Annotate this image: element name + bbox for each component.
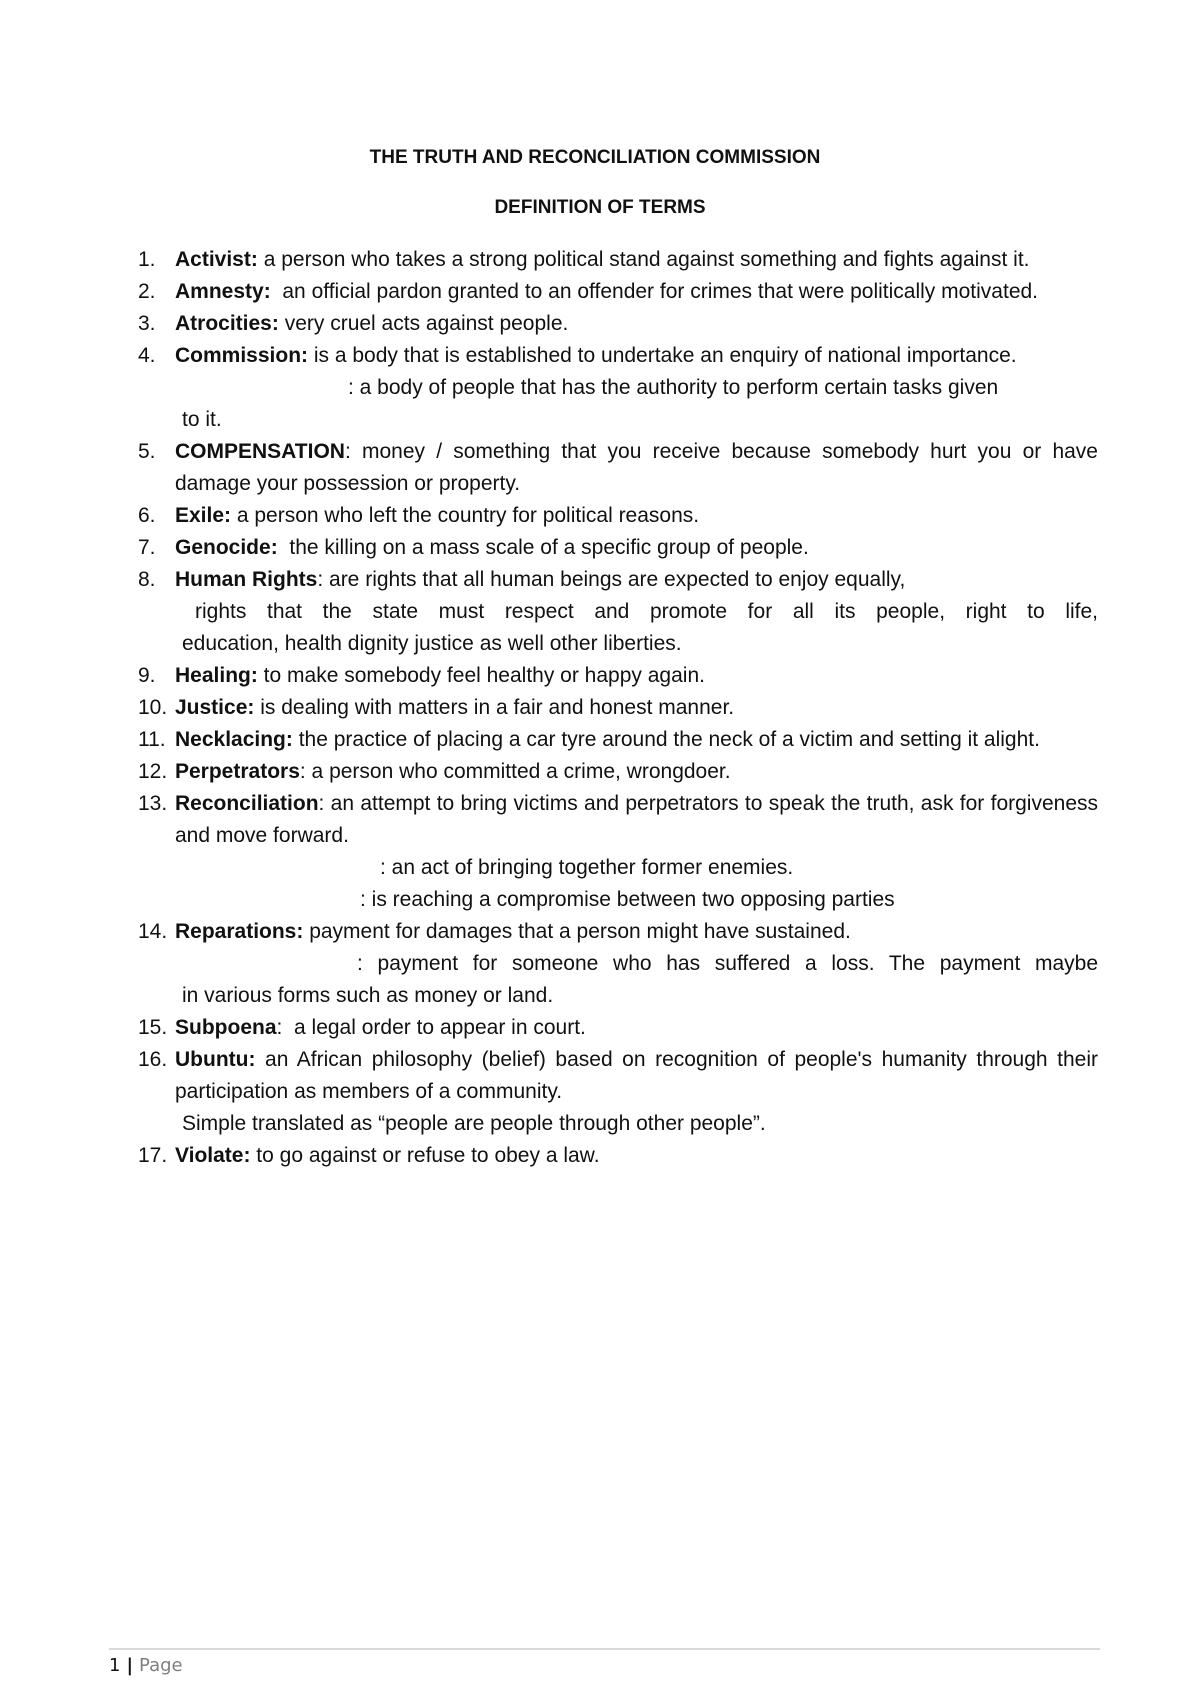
term-extra-definition: rights that the state must respect and promote for all its people, right to life, [195,600,1098,623]
term-definition: very cruel acts against people. [278,312,569,335]
term-word: Violate: [175,1144,251,1167]
term-item-necklacing [138,724,1098,756]
term-extra-definition: education, health dignity justice as well other liberties. [182,632,682,655]
term-number: 7. [138,536,156,559]
term-number: 12. [138,760,168,783]
term-item-compensation [138,436,1098,500]
term-definition: : are rights that all human beings are expected to enjoy equally, [317,568,906,591]
term-word: Reparations: [175,920,304,943]
page-number: 1 [109,1655,121,1676]
term-item-amnesty [138,276,1098,308]
term-number: 6. [138,504,156,527]
term-extra-definition: : is reaching a compromise between two opposing parties [360,888,895,911]
term-extra-definition: : payment for someone who has suffered a loss. The payment maybe [357,952,1098,975]
term-number: 9. [138,664,156,687]
term-word: Human Rights [175,568,318,591]
term-item-atrocities [138,308,1098,340]
term-item-exile [138,500,1098,532]
footer-separator: | [126,1655,134,1676]
term-definition: payment for damages that a person might have sustained. [303,920,851,943]
term-item-reparations [138,916,1098,1012]
term-extra-definition: in various forms such as money or land. [182,984,554,1007]
term-definition: an official pardon granted to an offender for crimes that were politically motivated. [270,280,1039,303]
term-number: 17. [138,1144,168,1167]
document-subtitle: DEFINITION OF TERMS [494,197,706,218]
term-word: COMPENSATION [175,440,345,463]
term-definition: : an attempt to bring victims and perpetrators to speak the truth, ask for forgiveness and move forward. [175,792,1098,847]
term-item-perpetrators [138,756,1098,788]
term-item-ubuntu [138,1044,1098,1140]
term-definition: a person who left the country for political reasons. [231,504,700,527]
term-item-activist [138,244,1098,276]
term-word: Perpetrators [175,760,300,783]
term-definition: : a legal order to appear in court. [276,1016,586,1039]
term-word: Justice: [175,696,255,719]
term-extra-definition: to it. [182,408,222,431]
term-number: 11. [138,728,166,751]
term-item-justice [138,692,1098,724]
term-definition: to go against or refuse to obey a law. [250,1144,600,1167]
term-number: 2. [138,280,156,303]
term-extra-definition: : a body of people that has the authority to perform certain tasks given [348,376,999,399]
page-footer [109,1648,1100,1678]
term-number: 13. [138,792,168,815]
term-word: Healing: [175,664,258,687]
term-word: Commission: [175,344,309,367]
term-word: Activist: [175,248,258,271]
term-definition: is a body that is established to undertake an enquiry of national importance. [308,344,1017,367]
term-item-human-rights [138,564,1098,660]
term-word: Exile: [175,504,232,527]
term-definition: : a person who committed a crime, wrongdoer. [299,760,731,783]
term-word: Necklacing: [175,728,293,751]
term-definition: to make somebody feel healthy or happy again. [257,664,705,687]
term-number: 4. [138,344,156,367]
term-definition: an African philosophy (belief) based on recognition of people's humanity through their participation as members of a community. [175,1048,1098,1103]
term-item-reconciliation [138,788,1098,916]
term-definition: a person who takes a strong political stand against something and fights against it. [257,248,1030,271]
term-item-violate [138,1140,1098,1172]
term-number: 10. [138,696,168,719]
term-word: Subpoena [175,1016,277,1039]
term-word: Amnesty: [175,280,271,303]
term-number: 3. [138,312,156,335]
term-word: Reconciliation [175,792,319,815]
page-label: Page [139,1655,183,1676]
term-number: 15. [138,1016,168,1039]
term-definition: is dealing with matters in a fair and honest manner. [254,696,735,719]
term-word: Ubuntu: [175,1048,256,1071]
term-word: Atrocities: [175,312,279,335]
terms-list [138,244,1098,1172]
term-definition: the practice of placing a car tyre around the neck of a victim and setting it alight. [292,728,1040,751]
term-definition: the killing on a mass scale of a specific group of people. [277,536,809,559]
term-number: 14. [138,920,168,943]
term-number: 8. [138,568,156,591]
document-title: THE TRUTH AND RECONCILIATION COMMISSION [369,147,821,168]
term-definition: : money / something that you receive because somebody hurt you or have damage your possession or property. [175,440,1098,495]
term-extra-definition: : an act of bringing together former enemies. [380,856,794,879]
term-item-genocide [138,532,1098,564]
term-item-commission [138,340,1098,436]
term-item-subpoena [138,1012,1098,1044]
term-extra-definition: Simple translated as “people are people through other people”. [182,1112,766,1135]
term-word: Genocide: [175,536,278,559]
term-item-healing [138,660,1098,692]
term-number: 16. [138,1048,168,1071]
term-number: 1. [138,248,156,271]
term-number: 5. [138,440,156,463]
